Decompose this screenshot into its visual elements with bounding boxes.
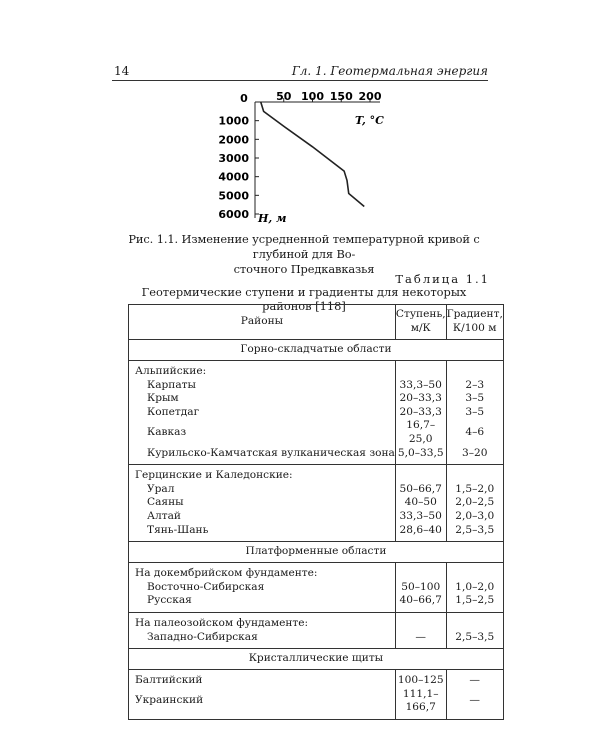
table-row: Карпаты 33,3–50 2–3	[129, 379, 504, 393]
group-row: Альпийские:	[129, 361, 504, 379]
table-header-row	[129, 305, 504, 340]
geothermal-table	[128, 304, 504, 720]
x-tick-label: 100	[301, 90, 324, 103]
temperature-depth-chart	[0, 0, 600, 230]
x-tick-label: 200	[358, 90, 382, 103]
group-row: На палеозойском фундаменте:	[129, 612, 504, 630]
table-row: Алтай 33,3–50 2,0–3,0	[129, 510, 504, 524]
col-header-step: Ступень, м/К	[395, 305, 446, 340]
y-tick-label: 5000	[218, 189, 249, 203]
y-tick-label: 4000	[218, 170, 249, 184]
table-row: Курильско-Камчатская вулканическая зона 5,0–33,5 3–20	[129, 447, 504, 465]
table-row: Западно-Сибирская — 2,5–3,5	[129, 631, 504, 649]
caption-line-1: Рис. 1.1. Изменение усредненной температурной кривой с глубиной для Во-	[128, 232, 480, 261]
table-row: Тянь-Шань 28,6–40 2,5–3,5	[129, 524, 504, 542]
table-row: Урал 50–66,7 1,5–2,0	[129, 483, 504, 497]
y-tick-label: 6000	[218, 208, 249, 221]
table-row: Балтийский 100–125 —	[129, 670, 504, 688]
table-label: Таблица 1.1	[395, 272, 490, 286]
x-tick-label-0: 0	[240, 92, 248, 105]
table-title: Геотермические ступени и градиенты для некоторых районов [118]	[141, 285, 467, 313]
section-row: Кристаллические щиты	[129, 649, 504, 670]
table-row: Кавказ 16,7–25,0 4–6	[129, 419, 504, 446]
running-title: Гл. 1. Геотермальная энергия	[291, 64, 488, 78]
section-row: Горно-складчатые области	[129, 340, 504, 361]
table-row: Крым 20–33,3 3–5	[129, 392, 504, 406]
x-tick-label: 150	[329, 90, 353, 103]
page-number: 14	[114, 64, 130, 78]
y-tick-label: 1000	[218, 114, 249, 128]
col-header-regions: Районы	[129, 305, 396, 340]
table-row: Украинский 111,1–166,7 —	[129, 688, 504, 720]
section-row: Платформенные области	[129, 542, 504, 563]
group-row: На докембрийском фундаменте:	[129, 563, 504, 581]
table-row: Русская 40–66,7 1,5–2,5	[129, 594, 504, 612]
caption-line-2: сточного Предкавказья	[233, 262, 375, 276]
table-row: Восточно-Сибирская 50–100 1,0–2,0	[129, 581, 504, 595]
y-tick-label: 3000	[218, 152, 249, 165]
table-row: Саяны 40–50 2,0–2,5	[129, 496, 504, 510]
y-axis-label: H, м	[258, 212, 287, 225]
y-tick-label: 2000	[218, 133, 249, 147]
col-header-gradient: Градиент, К/100 м	[446, 305, 503, 340]
figure-caption	[118, 232, 490, 277]
table-row: Копетдаг 20–33,3 3–5	[129, 406, 504, 420]
group-row: Герцинские и Каледонские:	[129, 465, 504, 483]
x-tick-label: 50	[276, 90, 292, 103]
x-axis-label: T, °C	[355, 114, 384, 127]
temperature-curve	[261, 102, 365, 207]
